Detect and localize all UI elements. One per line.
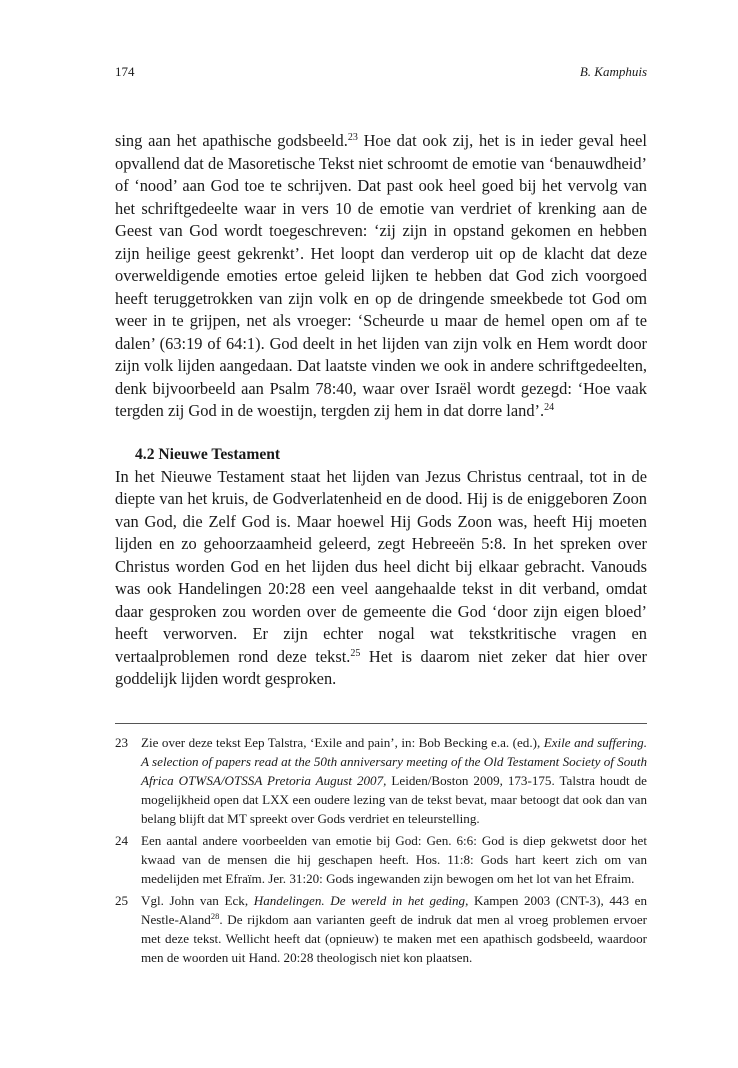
footnote-25: 25 Vgl. John van Eck, Handelingen. De wereld in het geding, Kampen 2003 (CNT-3), 443 en Nestle-Aland$^{28}$. De rijkdom aan varianten geeft de indruk dat men al vroeg problemen ervoer met deze tekst. Wellicht heeft dat (opnieuw) te maken met een apathisch godsbeeld, waardoor men de woorden uit Hand. 20:28 theologisch niet kon plaatsen. xyxy=(115,893,647,965)
section-heading: 4.2 Nieuwe Testament xyxy=(135,445,281,463)
paragraph: sing aan het apathische godsbeeld.$^{23}$ Hoe dat ook zij, het is in ieder geval heel opvallend dat de Masoretische Tekst niet schroomt de emotie van ‘benauwdheid’ of ‘nood’ aan God toe te schrijven. Dat past ook heel goed bij het vervolg van het schriftgedeelte waar in vers 10 de emotie van verdriet of krenking aan de Geest van God wordt toegeschreven: ‘zij zijn in opstand gekomen en hebben zijn heilige geest gekrenkt’. Het loopt dan verderop uit op de klacht dat deze overweldigende emoties ertoe geleid lijken te hebben dat God zich voorgoed heeft teruggetrokken van zijn volk en op de dringende smeekbede tot God om weer in te grijpen, net als vroeger: ‘Scheurde u maar de hemel open om af te dalen’ (63:19 of 64:1). God deelt in het lijden van zijn volk en Hem wordt door zijn volk lijden aangedaan. Dat laatste vinden we ook in andere schriftgedeelten, denk bijvoorbeeld aan Psalm 78:40, waar over Israël wordt gezegd: ‘Hoe vaak tergden zij God in de woestijn, tergden zij hem in dat dorre land’.$^{24}$ xyxy=(115,131,647,420)
footnote-number: 23 xyxy=(115,735,129,750)
page-number: 174 xyxy=(115,64,135,79)
footnote-ref[interactable]: 23 xyxy=(347,132,358,143)
main-text xyxy=(115,130,647,691)
book-title: Handelingen. De wereld in het geding xyxy=(253,893,466,908)
footnotes xyxy=(115,733,647,970)
book-page xyxy=(115,0,647,1068)
footnote-23: 23 Zie over deze tekst Eep Talstra, ‘Exile and pain’, in: Bob Becking e.a. (ed.), Exile and suffering. A selection of papers read at the 50th anniversary meeting of the Old Testament Society of South Africa OTWSA/OTSSA Pretoria August 2007, Leiden/Boston 2009, 173-175. Talstra houdt de mogelijkheid open dat LXX een oudere lezing van de tekst bevat, maar betoogt dat ook dan van belang blijft dat MT spreekt over Gods verdriet en teleurstelling. xyxy=(115,735,647,826)
footnote-ref[interactable]: 25 xyxy=(350,647,361,659)
paragraph: In het Nieuwe Testament staat het lijden van Jezus Christus centraal, tot in de diepte van het kruis, de Godverlatenheid en de dood. Hij is de eniggeboren Zoon van God, die Zelf God is. Maar hoewel Hij Gods Zoon was, heeft Hij moeten lijden en zo gehoorzaamheid geleerd, zegt Hebreeën 5:8. In het spreken over Christus worden God en het lijden dus heel dicht bij elkaar gebracht. Vanouds was ook Handelingen 20:28 een veel aangehaalde tekst in dit verband, omdat daar gesproken zou worden over de gemeente die God ‘door zijn eigen bloed’ heeft verworven. Er zijn echter nogal wat tekstkritische vragen en vertaalproblemen rond deze tekst.$^{25}$ Het is daarom niet zeker dat hier over goddelijk lijden wordt gesproken. xyxy=(115,466,647,688)
footnote-divider xyxy=(115,723,647,724)
running-head-author: B. Kamphuis xyxy=(579,64,647,79)
footnote-number: 25 xyxy=(115,893,129,908)
footnote-number: 24 xyxy=(115,833,129,848)
book-title: Exile and suffering. A selection of papers read at the 50th anniversary meeting of the Old Testament Society of South Africa OTWSA/OTSSA Pretoria August 2007, xyxy=(141,735,647,788)
footnote-ref[interactable]: 24 xyxy=(544,402,555,413)
footnote-24: 24 Een aantal andere voorbeelden van emotie bij God: Gen. 6:6: God is diep gekwetst door het kwaad van de mensen die hij geschapen heeft. Hos. 11:8: Gods hart keert zich om van medelijden met Efraïm. Jer. 31:20: Gods ingewanden zijn bewogen om het lot van het Efraim. xyxy=(115,833,647,886)
